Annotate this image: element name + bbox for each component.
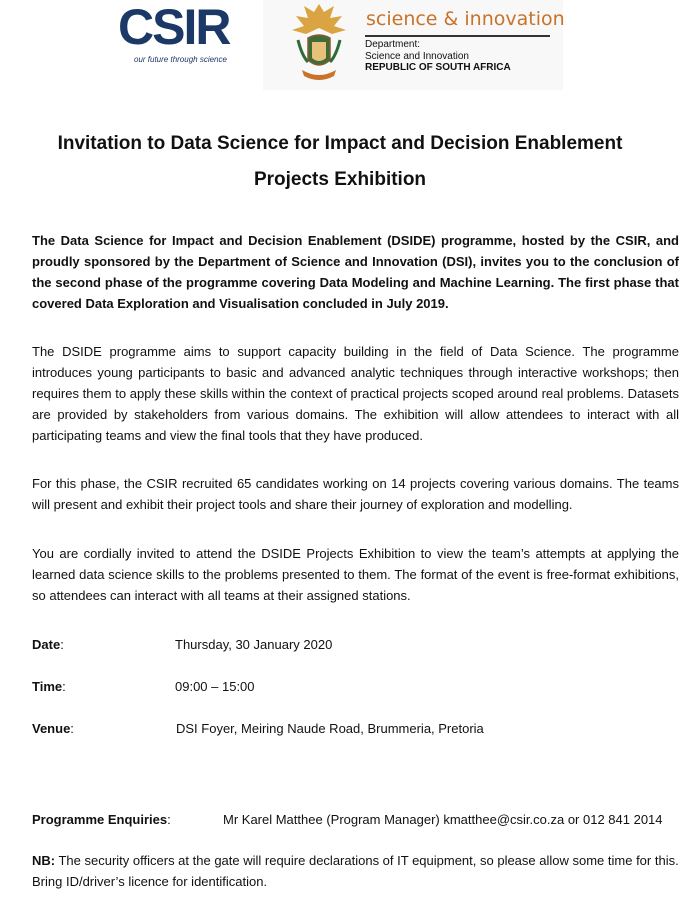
- csir-logo: CSIR: [118, 0, 230, 55]
- date-value: Thursday, 30 January 2020: [175, 637, 333, 652]
- nb-text: The security officers at the gate will require declarations of IT equipment, so please allow some time for this. Bring ID/driver’s licence for identification.: [32, 853, 679, 889]
- dsi-tagline: science & innovation: [366, 8, 565, 30]
- csir-tagline: our future through science: [134, 55, 227, 64]
- title-line-2: Projects Exhibition: [253, 169, 427, 190]
- invitation-paragraph: You are cordially invited to attend the DSIDE Projects Exhibition to view the team’s attempts at applying the learned data science skills to the problems presented to them. The format of the event is free-format exhibitions, so attendees can interact with all teams at their assigned stations.: [32, 546, 679, 603]
- dsi-department-label: Department:: [365, 39, 421, 50]
- enquiries-label: Programme Enquiries:: [32, 812, 171, 827]
- dsi-department-name: Science and Innovation: [365, 51, 469, 62]
- dsi-country: REPUBLIC OF SOUTH AFRICA: [365, 62, 511, 73]
- page-title: [20, 126, 660, 198]
- intro-paragraph: The Data Science for Impact and Decision Enablement (DSIDE) programme, hosted by the CSIR, and proudly sponsored by the Department of Science and Innovation (DSI), invites you to the conclusion of the second phase of the programme covering Data Modeling and Machine Learning. The first phase that covered Data Exploration and Visualisation concluded in July 2019.: [32, 233, 679, 311]
- time-label: Time:: [32, 679, 66, 694]
- date-label: Date:: [32, 637, 64, 652]
- coat-of-arms-icon: [288, 0, 350, 86]
- programme-description: The DSIDE programme aims to support capacity building in the field of Data Science. The programme introduces young participants to basic and advanced analytic techniques through interactive workshops; then requires them to apply these skills within the context of practical projects scoped around real problems. Datasets are provided by stakeholders from various domains. The exhibition will allow attendees to interact with all participating teams and view the final tools that they have produced.: [32, 344, 679, 443]
- nb-label: NB:: [32, 853, 56, 868]
- phase-description: For this phase, the CSIR recruited 65 candidates working on 14 projects covering various domains. The teams will present and exhibit their project tools and share their journey of exploration and modelling.: [32, 476, 679, 512]
- title-line-1: Invitation to Data Science for Impact and Decision Enablement: [57, 133, 623, 154]
- security-note: [32, 850, 679, 892]
- venue-value: DSI Foyer, Meiring Naude Road, Brummeria, Pretoria: [176, 721, 484, 736]
- enquiries-value: Mr Karel Matthee (Program Manager) kmatthee@csir.co.za or 012 841 2014: [223, 812, 663, 827]
- venue-label: Venue:: [32, 721, 74, 736]
- dsi-divider: [365, 35, 550, 37]
- time-value: 09:00 – 15:00: [175, 679, 255, 694]
